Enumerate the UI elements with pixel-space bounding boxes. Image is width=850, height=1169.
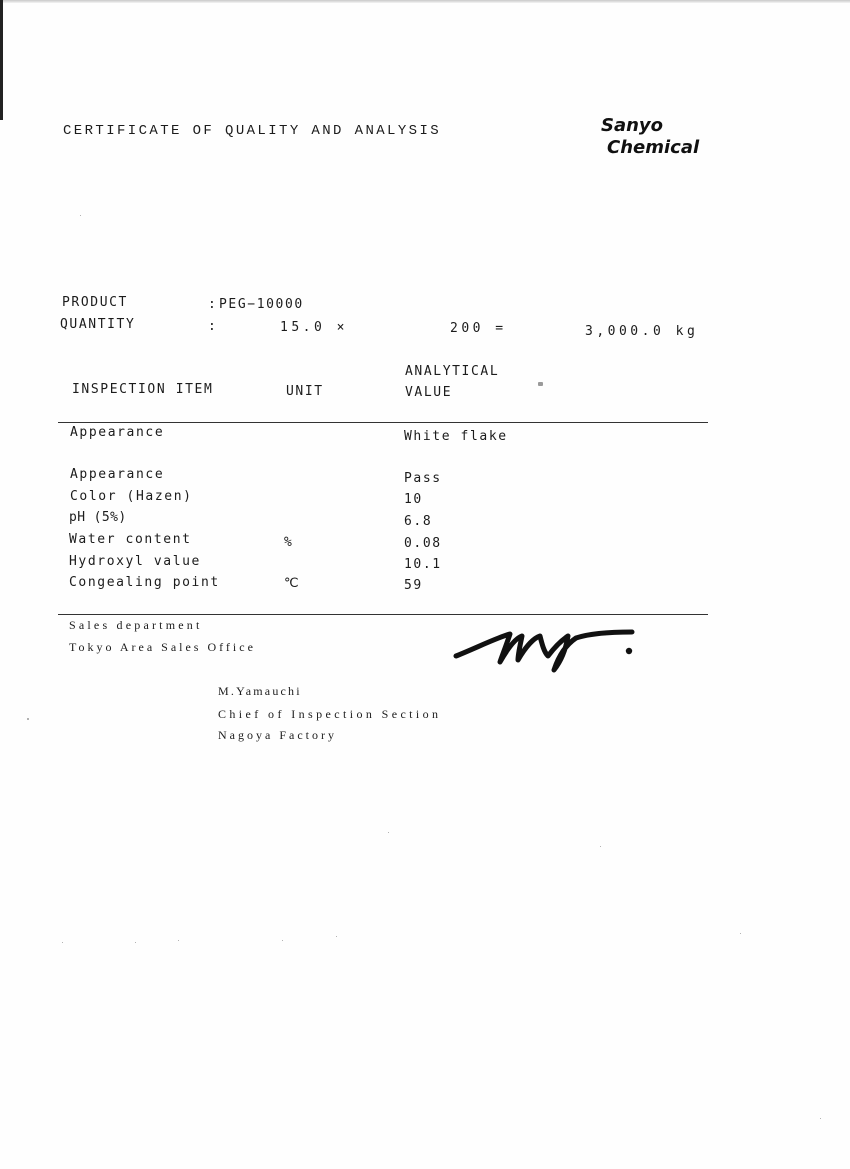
row-item: Congealing point xyxy=(69,575,220,590)
signer-name: M.Yamauchi xyxy=(218,684,302,698)
scan-edge-left xyxy=(0,0,3,120)
first-row-item: Appearance xyxy=(70,425,165,440)
scan-speck xyxy=(62,942,63,943)
signer-location: Nagoya Factory xyxy=(218,728,337,742)
quantity-factor-2: 200 = xyxy=(450,321,507,336)
table-top-rule xyxy=(58,422,708,423)
row-unit: % xyxy=(284,535,294,550)
scan-speck xyxy=(740,933,741,934)
quantity-separator: : xyxy=(208,319,218,334)
table-bottom-rule xyxy=(58,614,708,615)
scan-speck xyxy=(178,940,179,941)
row-value: 59 xyxy=(404,578,423,593)
row-item: Appearance xyxy=(70,467,165,482)
row-value: 10.1 xyxy=(404,557,442,572)
scan-edge-top xyxy=(0,0,850,3)
document-title: CERTIFICATE OF QUALITY AND ANALYSIS xyxy=(63,123,442,139)
first-row-value: White flake xyxy=(404,429,508,444)
handwritten-signature xyxy=(448,618,643,678)
row-unit: ℃ xyxy=(284,576,301,591)
sales-office: Tokyo Area Sales Office xyxy=(69,640,256,654)
scan-speck xyxy=(27,718,29,720)
sales-department: Sales department xyxy=(69,618,203,632)
scan-speck xyxy=(282,940,283,941)
signer-title: Chief of Inspection Section xyxy=(218,707,442,721)
header-analytical: ANALYTICAL xyxy=(405,364,500,379)
scan-speck xyxy=(135,942,136,943)
scan-speck xyxy=(600,846,601,847)
logo-line-1: Sanyo xyxy=(601,115,664,136)
row-item: Hydroxyl value xyxy=(69,554,201,569)
row-value: 0.08 xyxy=(404,536,442,551)
header-inspection-item: INSPECTION ITEM xyxy=(72,382,214,397)
scan-speck xyxy=(80,215,81,216)
quantity-factor-1: 15.0 × xyxy=(280,320,348,335)
quantity-total: 3,000.0 kg xyxy=(585,324,699,339)
row-item: Water content xyxy=(69,532,192,547)
row-value: Pass xyxy=(404,471,442,486)
scan-speck xyxy=(388,832,389,833)
row-value: 6.8 xyxy=(404,514,433,529)
scan-speck xyxy=(336,936,337,937)
product-label: PRODUCT xyxy=(62,295,128,310)
row-item: pH (5%) xyxy=(69,510,127,525)
product-separator: : xyxy=(208,297,218,312)
sanyo-chemical-logo xyxy=(600,115,710,163)
scan-speck xyxy=(820,1118,821,1119)
scan-speck xyxy=(538,382,543,386)
product-value: PEG−10000 xyxy=(219,297,304,312)
header-unit: UNIT xyxy=(286,384,324,399)
logo-line-2: Chemical xyxy=(607,137,700,158)
quantity-label: QUANTITY xyxy=(60,317,136,332)
row-value: 10 xyxy=(404,492,423,507)
row-item: Color (Hazen) xyxy=(70,489,193,504)
header-value: VALUE xyxy=(405,385,453,400)
